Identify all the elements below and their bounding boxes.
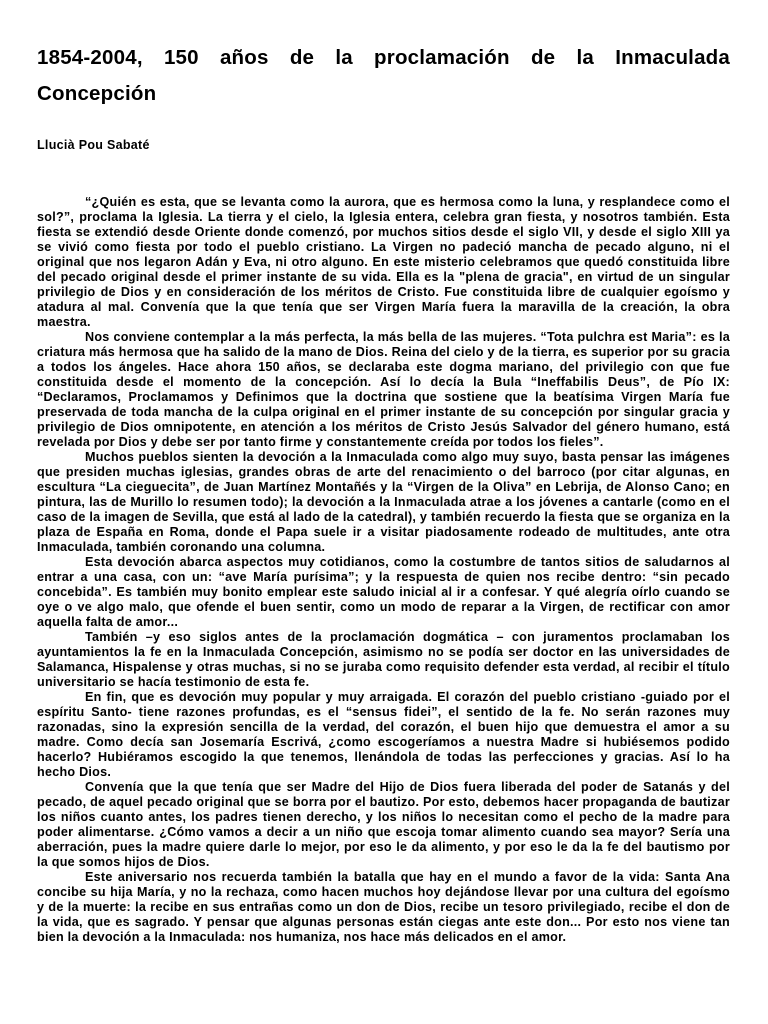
document-author: Llucià Pou Sabaté (37, 138, 150, 152)
paragraph-8: Este aniversario nos recuerda también la batalla que hay en el mundo a favor de la vida: Santa Ana concibe su hija María, y no la rechaza, como hacen muchos hoy dejándose llevar por una cultura del egoísmo y de la muerte: la recibe en sus entrañas como un don de Dios, recibe un tesoro privilegiado, recibe el don de la vida, que es sagrado. Y pensar que algunas personas están ciegas ante este don... Por esto nos viene tan bien la devoción a la Inmaculada: nos humaniza, nos hace más delicados en el amor. (37, 870, 730, 944)
paragraph-2: Nos conviene contemplar a la más perfecta, la más bella de las mujeres. “Tota pulchra est Maria”: es la criatura más hermosa que ha salido de la mano de Dios. Reina del cielo y de la tierra, es superior por su gracia a todos los ángeles. Hace ahora 150 años, se declaraba este dogma mariano, del privilegio con que fue constituida desde el momento de la concepción. Así lo decía la Bula “Ineffabilis Deus”, de Pío IX: “Declaramos, Proclamamos y Definimos que la doctrina que sostiene que la beatísima Virgen María fue preservada de toda mancha de la culpa original en el primer instante de su concepción por singular gracia y privilegio de Dios omnipotente, en atención a los méritos de Cristo Jesús Salvador del género humano, está revelada por Dios y debe ser por tanto firme y constantemente creída por todos los fieles”. (37, 330, 730, 449)
paragraph-6: En fin, que es devoción muy popular y muy arraigada. El corazón del pueblo cristiano -guiado por el espíritu Santo- tiene razones profundas, es el “sensus fidei”, el sentido de la fe. No serán razones muy razonadas, sino la expresión sencilla de la verdad, del corazón, el buen hijo que demuestra el amor a su madre. Como decía san Josemaría Escrivá, ¿como escogeríamos a nuestra Madre si hubiésemos podido hacerlo? Hubiéramos escogido la que tenemos, llenándola de todas las perfecciones y gracias. Así lo ha hecho Dios. (37, 690, 730, 779)
document-title: 1854-2004, 150 años de la proclamación de la Inmaculada Concepción (37, 46, 730, 105)
document-page (37, 40, 730, 945)
paragraph-4: Esta devoción abarca aspectos muy cotidianos, como la costumbre de tantos sitios de saludarnos al entrar a una casa, con un: “ave María purísima”; y la respuesta de quien nos recibe dentro: “sin pecado concebida”. Es también muy bonito emplear este saludo inicial al ir a confesar. Y qué alegría oírlo cuando se oye o ve algo malo, que ofende el buen sentir, como un modo de reparar a la Virgen, de rectificar con amor aquella falta de amor... (37, 555, 730, 629)
paragraph-5: También –y eso siglos antes de la proclamación dogmática – con juramentos proclamaban los ayuntamientos la fe en la Inmaculada Concepción, asimismo no se podía ser doctor en las universidades de Salamanca, Hispalense y otras muchas, si no se juraba como requisito defender esta verdad, al recibir el título universitario se hacía testimonio de esta fe. (37, 630, 730, 689)
paragraph-7: Convenía que la que tenía que ser Madre del Hijo de Dios fuera liberada del poder de Satanás y del pecado, de aquel pecado original que se borra por el bautizo. Por esto, debemos hacer propaganda de bautizar los niños cuanto antes, los padres tienen derecho, y los niños lo necesitan como el pecho de la madre para poder alimentarse. ¿Cómo vamos a decir a un niño que escoja tomar alimento cuando sea mayor? Sería una aberración, pues la madre quiere darle lo mejor, por eso le da alimento, y por eso le da la fe del bautismo por la que somos hijos de Dios. (37, 780, 730, 869)
document-body (37, 195, 730, 945)
paragraph-1: “¿Quién es esta, que se levanta como la aurora, que es hermosa como la luna, y resplandece como el sol?”, proclama la Iglesia. La tierra y el cielo, la Iglesia entera, celebra gran fiesta, y nosotros también. Esta fiesta se extendió desde Oriente donde comenzó, por muchos sitios desde el siglo VII, y desde el siglo XIII ya se vivió como fiesta por todo el pueblo cristiano. La Virgen no padeció mancha de pecado alguno, ni el original que nos legaron Adán y Eva, ni otro alguno. En este misterio celebramos que quedó constituida libre del pecado original desde el primer instante de su vida. Ella es la "plena de gracia", en virtud de un singular privilegio de Dios y en consideración de los méritos de Cristo. Fue constituida libre de cualquier egoísmo y atadura al mal. Convenía que la que tenía que ser Virgen María fuera la maravilla de la creación, la obra maestra. (37, 195, 730, 329)
paragraph-3: Muchos pueblos sienten la devoción a la Inmaculada como algo muy suyo, basta pensar las imágenes que presiden muchas iglesias, grandes obras de arte del renacimiento o del barroco (por citar algunas, en escultura “La cieguecita”, de Juan Martínez Montañés y la “Virgen de la Oliva” en Lebrija, de Alonso Cano; en pintura, las de Murillo lo resumen todo); la devoción a la Inmaculada atrae a los jóvenes a cantarle (como en el caso de la imagen de Sevilla, que está al lado de la catedral), y también recuerdo la fiesta que se organiza en la plaza de España en Roma, donde el Papa suele ir a visitar piadosamente rodeado de multitudes, ante otra Inmaculada, también coronando una columna. (37, 450, 730, 554)
